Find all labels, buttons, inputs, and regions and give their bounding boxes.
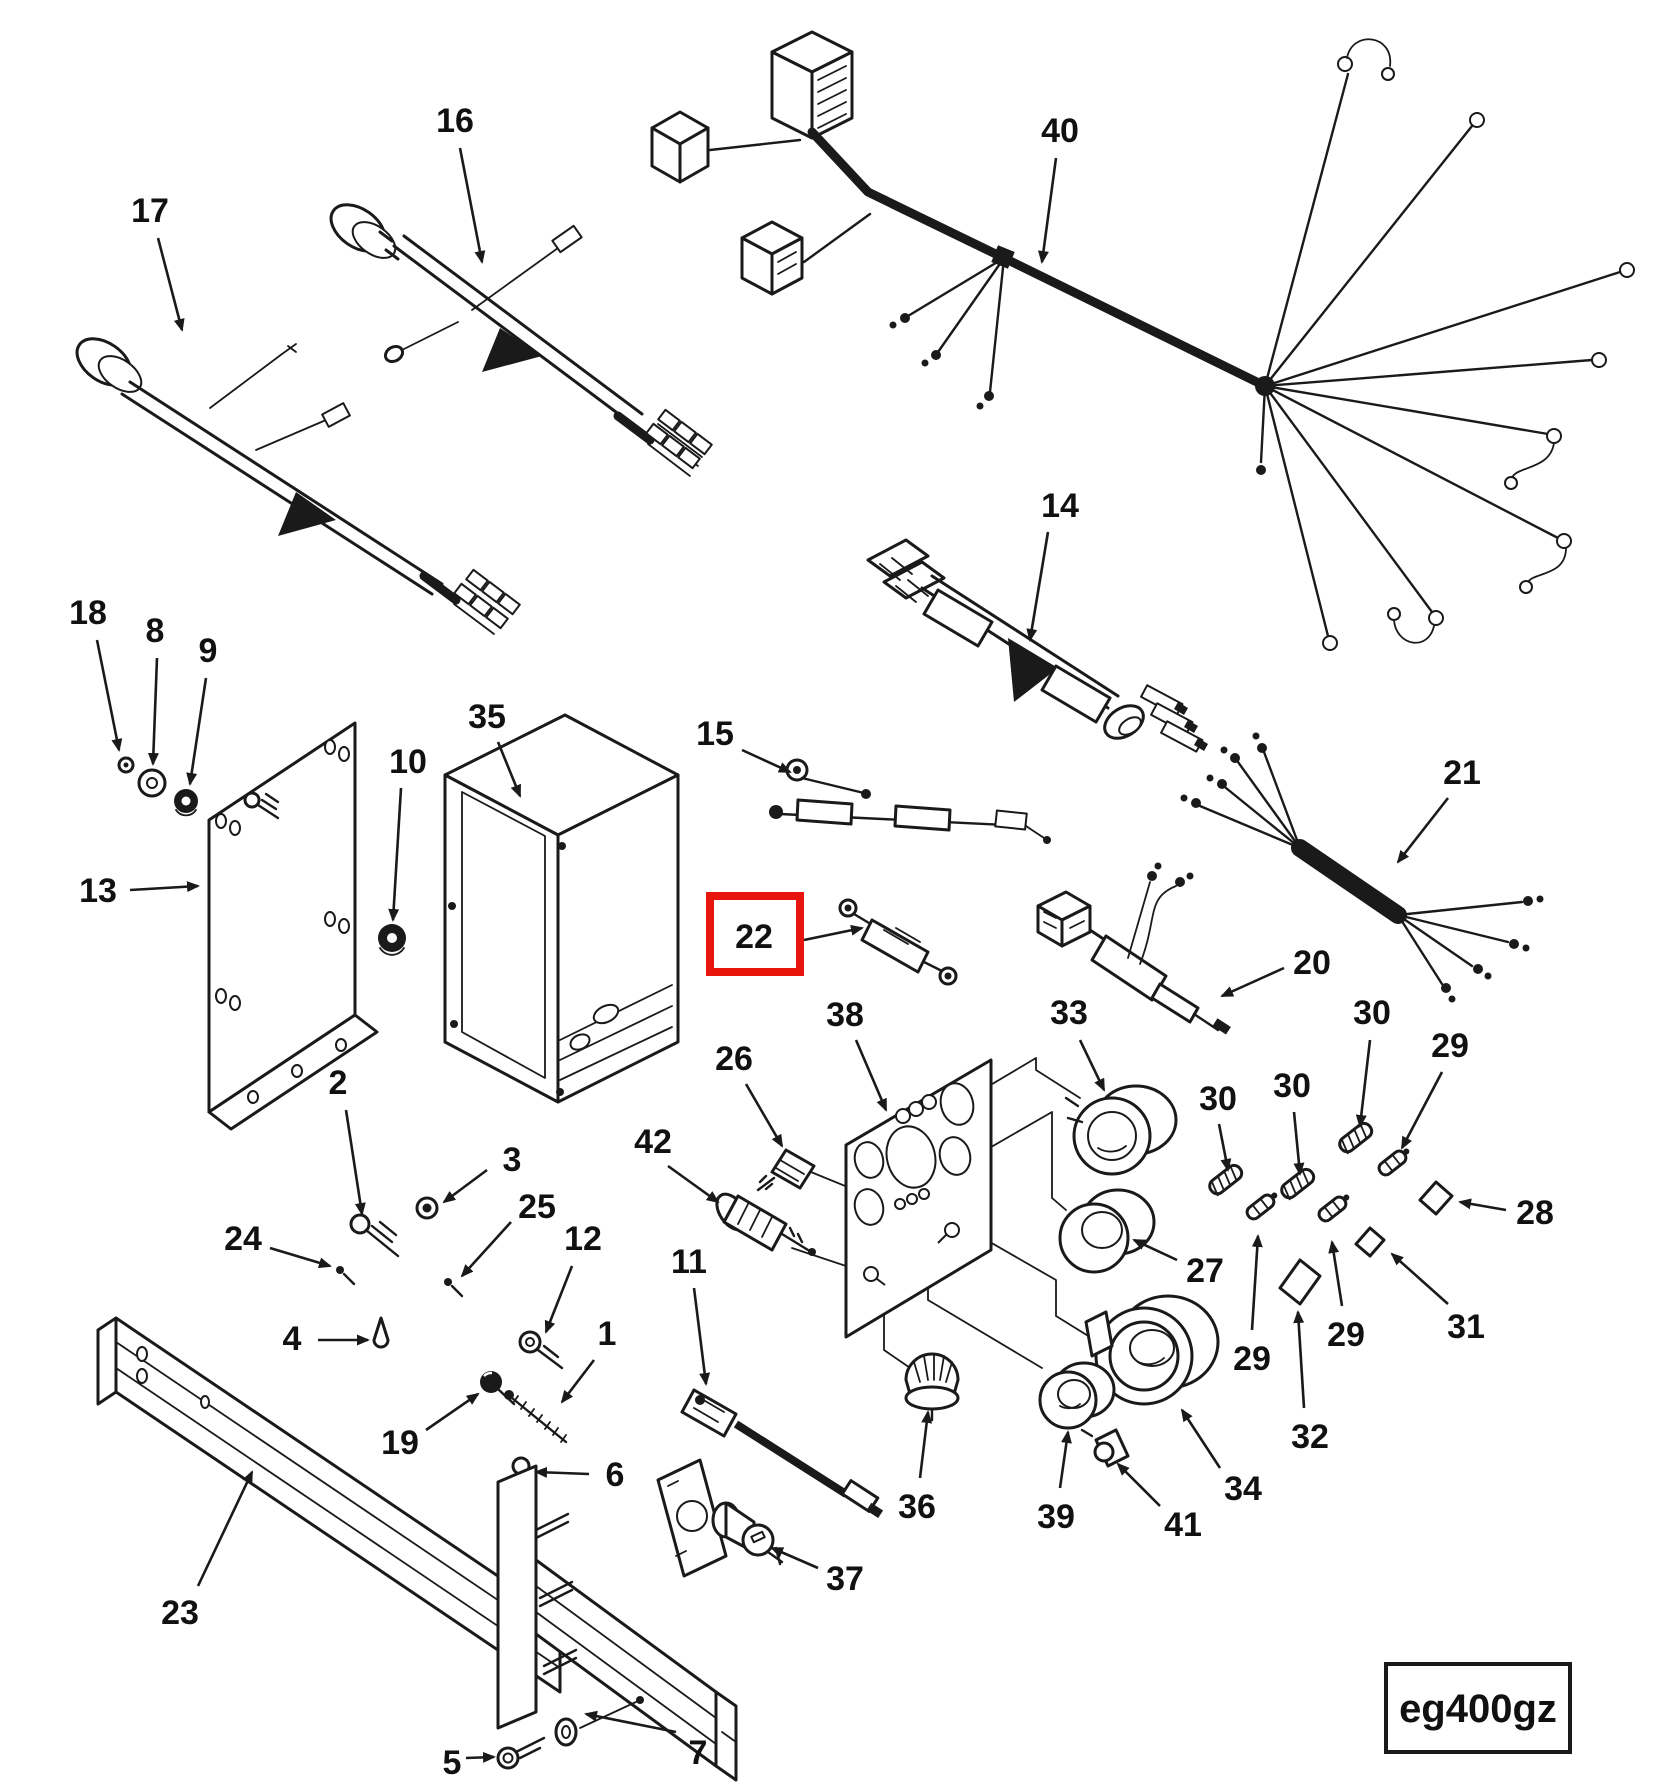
- callout-11[interactable]: [671, 1243, 707, 1384]
- part-14-jumper-harness: [868, 540, 1208, 752]
- callout-40-arrow: [1042, 158, 1056, 262]
- callout-5-arrow: [466, 1757, 494, 1758]
- part-21-resistor-harness: [1181, 733, 1544, 1003]
- part-38-instrument-panel: [792, 1058, 1098, 1372]
- part-2-bolt: [351, 1215, 398, 1256]
- callout-38-arrow: [856, 1040, 886, 1110]
- callout-21-arrow: [1398, 798, 1448, 862]
- callout-32[interactable]: [1291, 1312, 1329, 1456]
- callout-19[interactable]: [381, 1394, 478, 1462]
- callout-20-label[interactable]: 20: [1293, 944, 1331, 982]
- callout-3-arrow: [444, 1170, 487, 1202]
- part-22-jumper-lead[interactable]: [840, 900, 956, 984]
- callout-9-label[interactable]: 9: [198, 632, 218, 670]
- callout-26[interactable]: [715, 1040, 782, 1146]
- callout-14-label[interactable]: 14: [1041, 487, 1079, 525]
- callout-42-arrow: [668, 1166, 718, 1202]
- callout-10-label[interactable]: 10: [389, 743, 427, 781]
- callout-39-label[interactable]: 39: [1037, 1498, 1075, 1536]
- part-33-gauge: [1066, 1086, 1176, 1174]
- callout-24-label[interactable]: 24: [224, 1220, 262, 1258]
- callout-26-arrow: [746, 1084, 782, 1146]
- callout-3-label[interactable]: 3: [502, 1141, 522, 1179]
- callout-42-label[interactable]: 42: [634, 1123, 672, 1161]
- callout-12[interactable]: [546, 1220, 602, 1332]
- part-27-gauge: [1060, 1190, 1154, 1272]
- part-23-support-channel: [98, 1318, 736, 1780]
- callout-17-arrow: [158, 238, 182, 330]
- callout-8-arrow: [153, 658, 157, 764]
- callout-41[interactable]: [1118, 1464, 1202, 1544]
- callout-30a-arrow: [1219, 1124, 1228, 1170]
- callout-20-arrow: [1222, 968, 1284, 996]
- part-29-bulb-set: [1245, 1145, 1413, 1223]
- part-31-lens: [1356, 1228, 1384, 1256]
- callout-33-arrow: [1080, 1040, 1104, 1090]
- callout-5[interactable]: [443, 1744, 494, 1782]
- callout-2[interactable]: [329, 1064, 362, 1214]
- callout-18[interactable]: [69, 594, 119, 750]
- callout-34[interactable]: [1182, 1410, 1262, 1508]
- callout-15-label[interactable]: 15: [696, 715, 734, 753]
- callout-12-arrow: [546, 1266, 572, 1332]
- callout-29b-label[interactable]: 29: [1233, 1340, 1271, 1378]
- callout-40-label[interactable]: 40: [1041, 112, 1079, 150]
- callout-13[interactable]: [79, 872, 198, 910]
- callout-23-label[interactable]: 23: [161, 1594, 199, 1632]
- callout-1-label[interactable]: 1: [597, 1315, 617, 1353]
- part-17-harness-cable: [69, 329, 520, 634]
- callout-8-label[interactable]: 8: [145, 612, 165, 650]
- callout-24[interactable]: [224, 1220, 330, 1266]
- callout-16[interactable]: [436, 102, 482, 262]
- diagram-code-box: [1386, 1664, 1570, 1752]
- callout-39-arrow: [1060, 1432, 1068, 1488]
- callout-41-arrow: [1118, 1464, 1160, 1506]
- callout-13-arrow: [130, 886, 198, 890]
- part-40-main-wiring-harness: [652, 32, 1634, 650]
- callout-38[interactable]: [826, 996, 886, 1110]
- callout-7-label[interactable]: 7: [688, 1734, 708, 1772]
- part-42-sender: [711, 1189, 816, 1256]
- callout-32-arrow: [1298, 1312, 1304, 1408]
- callout-6[interactable]: [536, 1456, 624, 1494]
- callout-30c[interactable]: [1353, 994, 1391, 1126]
- callout-15-arrow: [742, 750, 790, 772]
- callout-29c-label[interactable]: 29: [1327, 1316, 1365, 1354]
- part-16-harness-cable: [323, 195, 712, 476]
- callout-2-label[interactable]: 2: [328, 1064, 348, 1102]
- callout-32-label[interactable]: 32: [1291, 1418, 1329, 1456]
- callout-9[interactable]: [190, 632, 217, 784]
- part-18-washer: [119, 758, 133, 772]
- callout-1-arrow: [562, 1360, 594, 1402]
- part-39-gauge: [1040, 1363, 1114, 1428]
- callout-25-label[interactable]: 25: [518, 1188, 556, 1226]
- callout-36-label[interactable]: 36: [898, 1488, 936, 1526]
- callout-25-arrow: [462, 1222, 511, 1276]
- part-15-tee-harness: [769, 760, 1051, 844]
- callout-28-label[interactable]: 28: [1516, 1194, 1554, 1232]
- callout-23[interactable]: [161, 1472, 252, 1632]
- callout-27-arrow: [1134, 1240, 1177, 1260]
- part-12-nut-bolt: [520, 1332, 562, 1368]
- callout-21[interactable]: [1398, 754, 1481, 862]
- callout-29c[interactable]: [1327, 1242, 1365, 1354]
- callout-1[interactable]: [562, 1315, 616, 1402]
- callout-2-arrow: [346, 1110, 362, 1214]
- callout-4-label[interactable]: 4: [282, 1320, 302, 1358]
- callout-6-arrow: [536, 1472, 589, 1474]
- callout-36-arrow: [920, 1412, 928, 1478]
- part-3-nut: [417, 1198, 437, 1218]
- callout-9-arrow: [190, 678, 206, 784]
- callout-37-label[interactable]: 37: [826, 1560, 864, 1598]
- callout-29c-arrow: [1332, 1242, 1342, 1306]
- callout-5-label[interactable]: 5: [442, 1744, 462, 1782]
- callout-16-label[interactable]: 16: [436, 102, 474, 140]
- part-13-mounting-plate: [209, 723, 377, 1129]
- callout-30b-arrow: [1294, 1112, 1300, 1174]
- part-4-pin: [374, 1318, 388, 1347]
- callout-4[interactable]: [283, 1320, 368, 1358]
- callout-31-arrow: [1392, 1254, 1448, 1304]
- callout-36[interactable]: [898, 1412, 936, 1526]
- callout-26-label[interactable]: 26: [715, 1040, 753, 1078]
- callout-35-label[interactable]: 35: [468, 698, 506, 736]
- part-30-spring-set: [1207, 1121, 1375, 1201]
- callout-22-arrow: [804, 928, 862, 940]
- callout-27-label[interactable]: 27: [1186, 1252, 1224, 1290]
- callout-30b-label[interactable]: 30: [1273, 1067, 1311, 1105]
- callout-16-arrow: [460, 148, 482, 262]
- callout-10-arrow: [393, 788, 401, 920]
- part-25-screw: [444, 1278, 462, 1296]
- callout-3[interactable]: [444, 1141, 521, 1202]
- callout-37[interactable]: [772, 1548, 864, 1598]
- part-9-grommet: [174, 789, 198, 815]
- callout-29a-arrow: [1402, 1072, 1442, 1148]
- part-1-threaded-rod: [504, 1390, 566, 1442]
- callout-30c-label[interactable]: 30: [1353, 994, 1391, 1032]
- callout-42[interactable]: [634, 1123, 718, 1202]
- callout-6-label[interactable]: 6: [605, 1456, 625, 1494]
- callout-39[interactable]: [1037, 1432, 1075, 1536]
- callout-33[interactable]: [1050, 994, 1104, 1090]
- callout-18-label[interactable]: 18: [69, 594, 107, 632]
- callout-34-arrow: [1182, 1410, 1220, 1468]
- callout-33-label[interactable]: 33: [1050, 994, 1088, 1032]
- callout-31-label[interactable]: 31: [1447, 1308, 1485, 1346]
- part-11-sender-cable: [682, 1390, 883, 1518]
- callout-19-arrow: [426, 1394, 478, 1430]
- callout-17-label[interactable]: 17: [131, 192, 169, 230]
- callout-29a-label[interactable]: 29: [1431, 1027, 1469, 1065]
- callout-31[interactable]: [1392, 1254, 1485, 1346]
- callout-29b[interactable]: [1233, 1236, 1271, 1378]
- part-36-knob: [906, 1354, 958, 1420]
- part-24-screw: [336, 1266, 354, 1284]
- callout-24-arrow: [270, 1248, 330, 1266]
- callout-12-label[interactable]: 12: [564, 1220, 602, 1258]
- part-7-washer: [556, 1719, 576, 1745]
- callout-19-label[interactable]: 19: [381, 1424, 419, 1462]
- callout-23-arrow: [198, 1472, 252, 1586]
- diagram-code: eg400gz: [1399, 1687, 1557, 1731]
- callout-15[interactable]: [696, 715, 790, 772]
- callout-41-label[interactable]: 41: [1164, 1506, 1202, 1544]
- callout-29b-arrow: [1252, 1236, 1258, 1330]
- callout-20[interactable]: [1222, 944, 1331, 996]
- callout-8[interactable]: [146, 612, 165, 764]
- part-35-enclosure-box: [445, 715, 678, 1102]
- callout-40[interactable]: [1041, 112, 1079, 262]
- callout-29a[interactable]: [1402, 1027, 1469, 1148]
- callout-30a-label[interactable]: 30: [1199, 1080, 1237, 1118]
- callout-28-arrow: [1460, 1202, 1506, 1210]
- part-26-sensor: [758, 1150, 814, 1190]
- callout-34-label[interactable]: 34: [1224, 1470, 1262, 1508]
- callout-30b[interactable]: [1273, 1067, 1311, 1174]
- callout-10[interactable]: [389, 743, 427, 920]
- part-5-bolt: [498, 1738, 544, 1768]
- callout-30c-arrow: [1360, 1040, 1370, 1126]
- callout-13-label[interactable]: 13: [79, 872, 117, 910]
- callout-30a[interactable]: [1199, 1080, 1237, 1170]
- part-37-ignition-switch: [658, 1460, 782, 1576]
- callout-14[interactable]: [1030, 487, 1079, 640]
- part-8-washer: [139, 770, 165, 796]
- part-10-grommet: [378, 924, 406, 955]
- callout-21-label[interactable]: 21: [1443, 754, 1481, 792]
- callout-22-label[interactable]: 22: [735, 918, 773, 956]
- callout-38-label[interactable]: 38: [826, 996, 864, 1034]
- part-41-switch: [1082, 1430, 1128, 1466]
- callout-11-label[interactable]: 11: [671, 1243, 707, 1281]
- part-28-lens: [1420, 1182, 1452, 1214]
- part-32-lens: [1280, 1260, 1320, 1304]
- callout-25[interactable]: [462, 1188, 556, 1276]
- callout-17[interactable]: [131, 192, 182, 330]
- callout-18-arrow: [97, 640, 119, 750]
- callout-11-arrow: [694, 1288, 706, 1384]
- callout-27[interactable]: [1134, 1240, 1224, 1290]
- callout-14-arrow: [1030, 532, 1048, 640]
- callout-28[interactable]: [1460, 1194, 1554, 1232]
